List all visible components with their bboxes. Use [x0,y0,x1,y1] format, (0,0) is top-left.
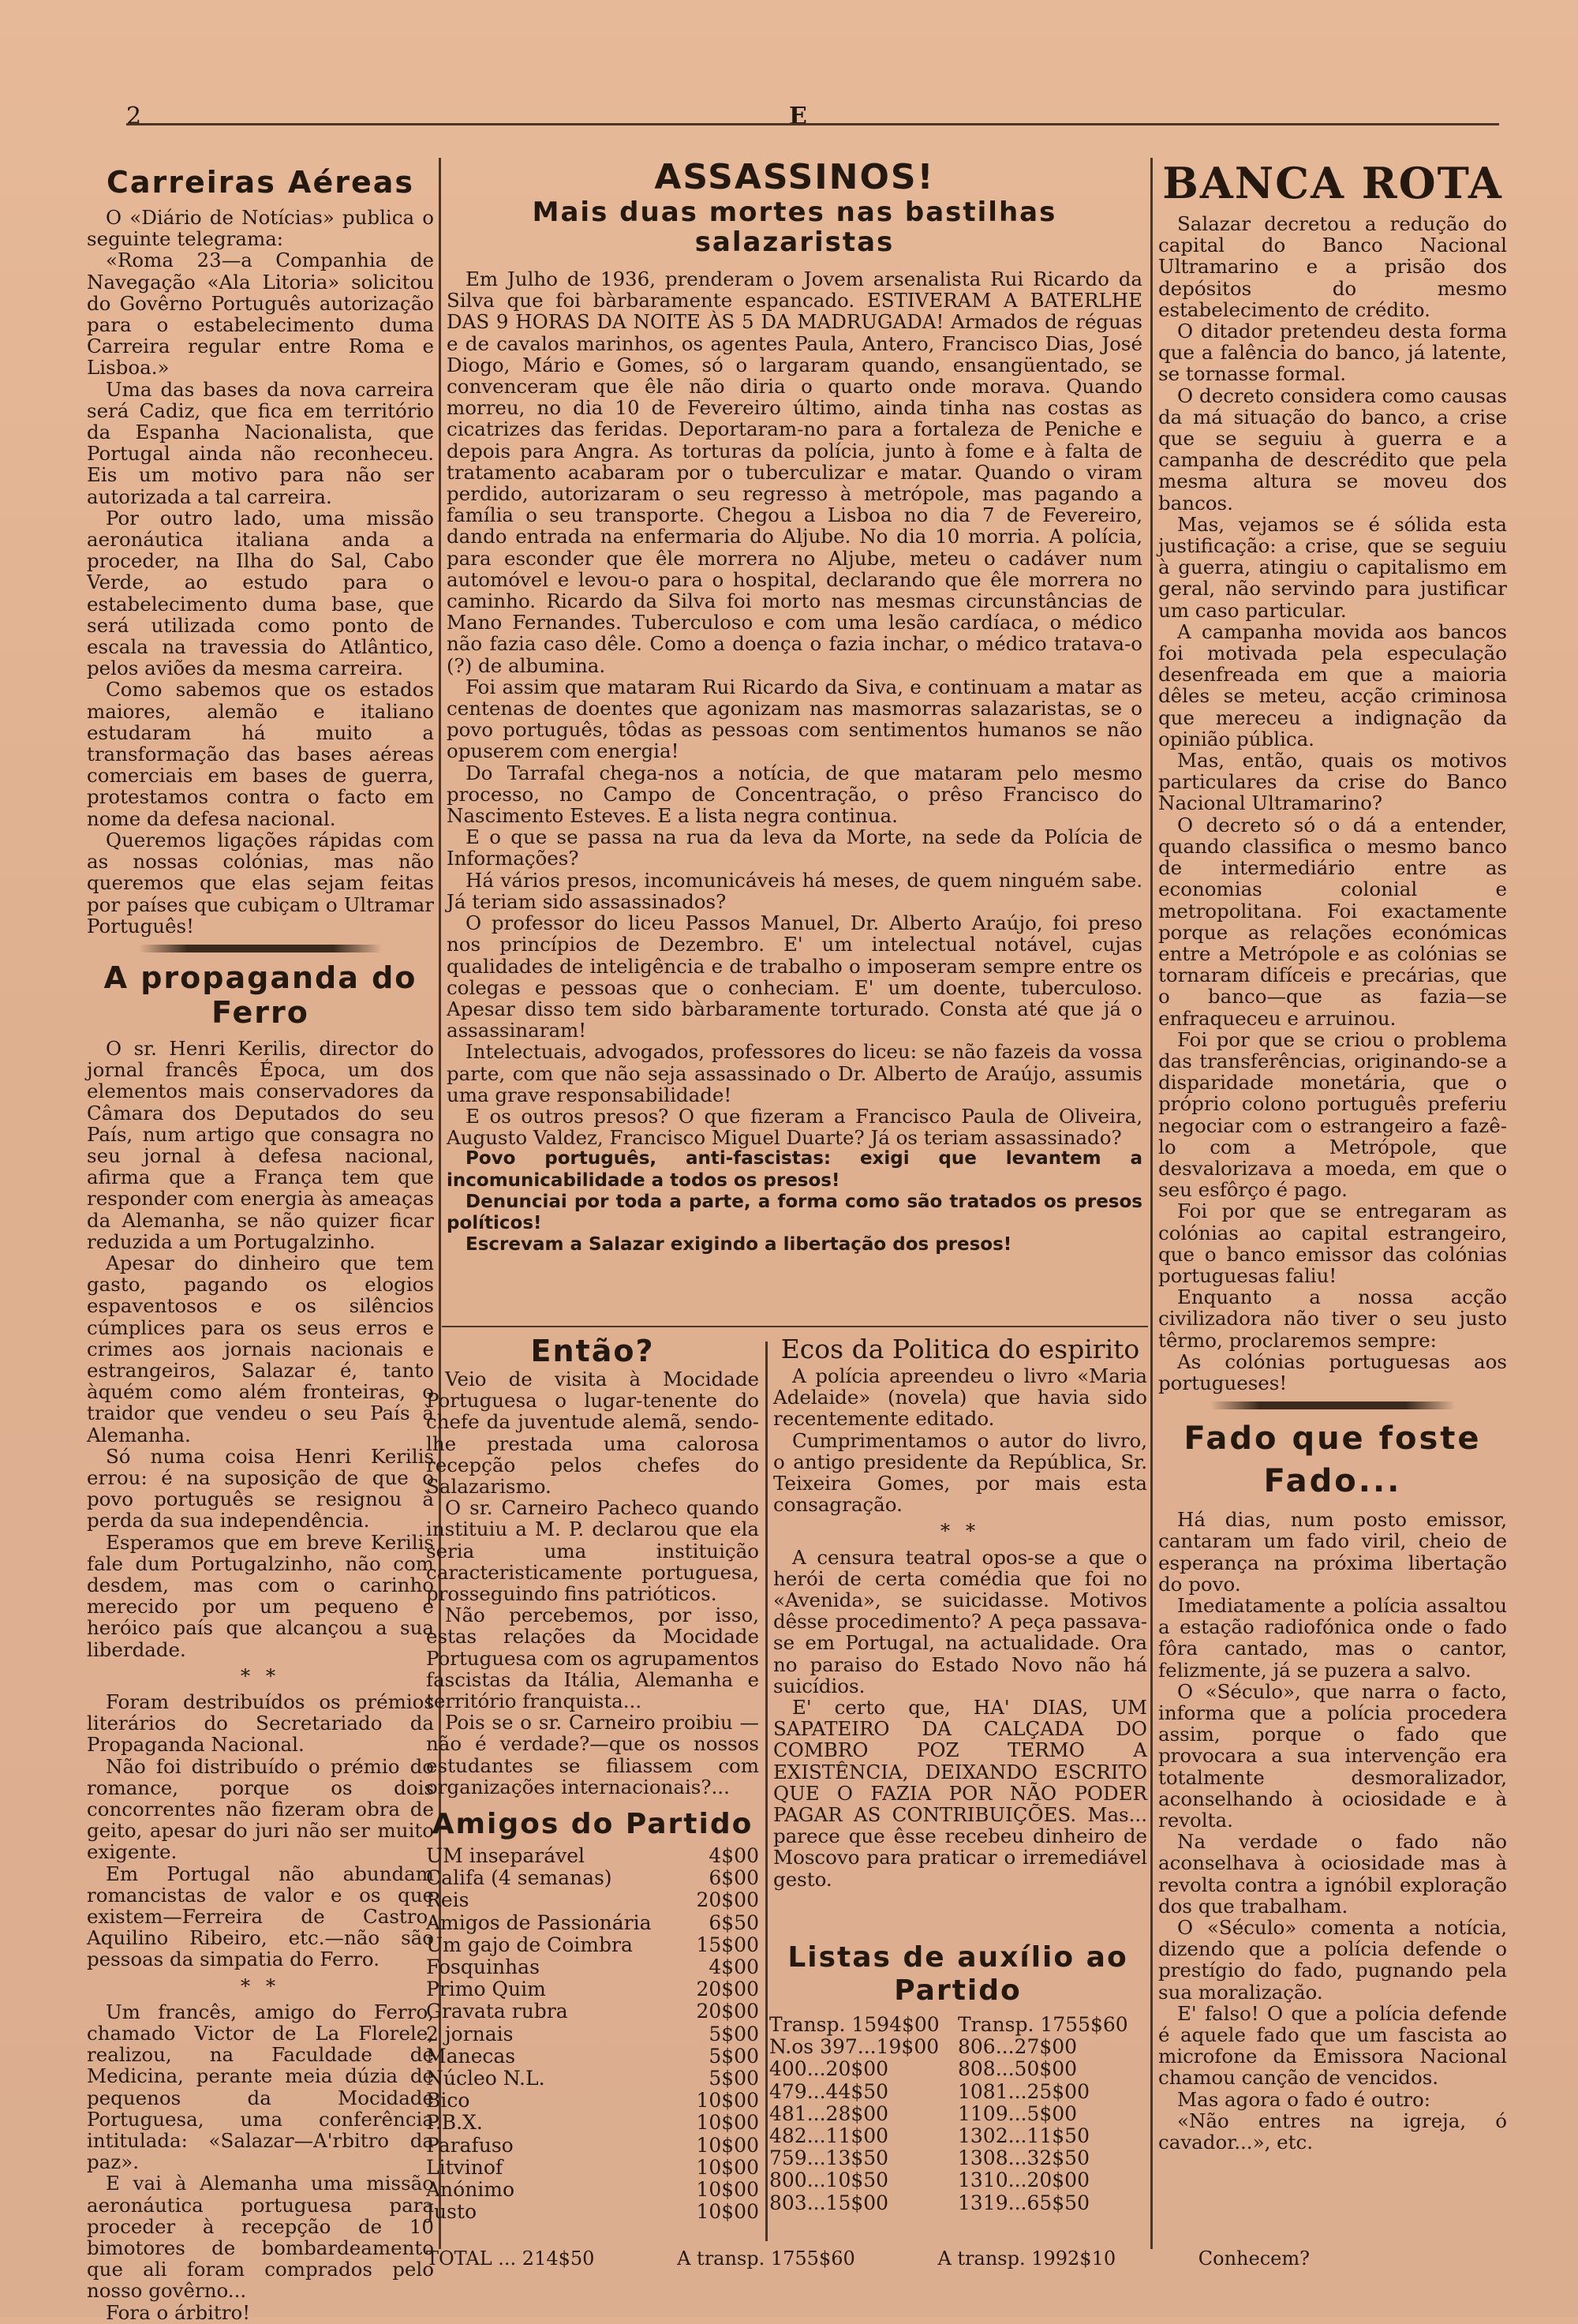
column-rule-center [765,1342,768,2241]
paragraph: E o que se passa na rua da leva da Morte, na sede da Polícia de Informações? [447,825,1142,870]
paragraph: E' certo que, HA' DIAS, UM SAPATEIRO DA CALÇADA DO COMBRO POZ TERMO A EXISTÊNCIA, DEIXANDO ESCRITO QUE O FAZIA POR NÃO PODER PAGAR AS CONTRIBUIÇÕES. Mas... parece que êsse recebeu dinheiro de Moscovo para praticar o irremediável gesto. [773,1696,1147,1891]
aux-entry-left: N.os 397...19$00 [769,2035,940,2059]
paragraph: A campanha movida aos bancos foi motivada pela especulação desenfreada em que a maioria dêles se meteu, acção criminosa que mereceu a indignação da opinião pública. [1158,619,1507,750]
contribution-name: Um gajo de Coimbra [426,1933,633,1956]
aux-entry-left: 479...44$50 [769,2079,889,2103]
contribution-amount: 20$00 [696,1978,759,2001]
paragraph: A polícia apreendeu o livro «Maria Adelaide» (novela) que havia sido recentemente editado. [773,1364,1147,1431]
section-stars: * * [940,1519,981,1543]
paragraph: Veio de visita à Mocidade Portuguesa o lugar-tenente do chefe da juventude alemã, sendo-lhe prestada uma calorosa recepção pelos chefes do Salazarismo. [426,1368,759,1499]
contribution-row [426,2112,759,2134]
contribution-amount: 10$00 [696,2111,759,2135]
contribution-amount: 10$00 [696,2178,759,2202]
aux-entry-right: 1308...32$50 [958,2146,1090,2170]
headline-propaganda-ferro: A propaganda do Ferro [103,960,417,1030]
aux-row [769,2081,1146,2103]
contribution-name: Parafuso [426,2133,514,2157]
contribution-row [426,2179,759,2201]
contribution-amount: 4$00 [709,1844,759,1867]
headline-ecos: Ecos da Politica do espirito [780,1334,1140,1364]
contribution-row [426,2068,759,2090]
paragraph: Pois se o sr. Carneiro proibiu —não é verdade?—que os nossos estudantes se filiassem com organizações internacionais?... [426,1711,759,1798]
contribution-row [426,1912,759,1934]
contribution-row [426,1889,759,1911]
headline-assassinos: ASSASSINOS! [654,157,935,197]
contribution-name: UM inseparável [426,1844,585,1867]
contribution-name: Litvinof [426,2155,503,2179]
aux-row [769,2058,1146,2080]
contribution-row [426,1978,759,2000]
paragraph: E' falso! O que a polícia defende é aquele fado que um fascista ao microfone da Emissora Nacional chamou canção de vencidos. [1158,2001,1507,2090]
paragraph: O decreto considera como causas da má situação do banco, a crise que se seguiu à guerra e a campanha de descrédito que pela mesma altura se moveu dos bancos. [1158,384,1507,515]
paragraph: Em Julho de 1936, prenderam o Jovem arsenalista Rui Ricardo da Silva que foi bàrbaramente espancado. ESTIVERAM A BATERLHE DAS 9 HORAS DA NOITE ÀS 5 DA MADRUGADA! Armados de réguas e de cavalos marinhos, os agentes Paula, Antero, Francisco Dias, José Diogo, Mário e Gomes, só o largaram quando, ensangüentado, se convenceram que êle não diria o quarto onde morava. Quando morreu, no dia 10 de Fevereiro último, ainda tinha nas costas as cicatrizes das feridas. Deportaram-no para a fortaleza de Peniche e depois para Angra. As torturas da polícia, junto à fome e à falta de tratamento acabaram por o tuberculizar e matar. Quando o viram perdido, autorizaram o seu regresso à metrópole, mas pagando a família o seu transporte. Chegou a Lisboa no dia 7 de Fevereiro, dando entrada na enfermaria do Aljube. No dia 10 morria. A polícia, para esconder que êle morrera no Aljube, meteu o cadáver num automóvel e levou-o para o hospital, declarando que êle morrera no caminho. Ricardo da Silva foi morto nas mesmas circunstâncias de Mano Fernandes. Tuberculoso e com uma lesão cardíaca, o médico não fazia caso dêle. Como a doença o fazia inchar, o médico tratava-o (?) de albumina. [447,268,1142,677]
aux-entry-right: 1319...65$50 [958,2191,1090,2214]
contribution-row [426,2157,759,2179]
headline-listas-auxilio: Listas de auxílio ao Partido [787,1941,1128,2007]
contribution-amount: 5$00 [709,2044,759,2068]
section-amigos-partido [426,1807,759,2223]
aux-entry-left: 481...28$00 [769,2101,889,2125]
paragraph: Cumprimentamos o autor do livro, o antigo presidente da República, Sr. Teixeira Gomes, por mais esta consagração. [773,1428,1147,1517]
contribution-amount: 20$00 [696,2000,759,2023]
contribution-name: Fosquinhas [426,1955,540,1979]
column-center [447,158,1142,1256]
page-header [126,103,1499,134]
paragraph: «Não entres na igreja, ó cavador...», etc. [1158,2109,1507,2154]
contribution-amount: 5$00 [709,2022,759,2045]
section-stars: * * [240,1663,281,1687]
contribution-name: 2 jornais [426,2022,514,2045]
header-mark: E [789,103,807,130]
aux-list [769,2036,1146,2214]
paragraph: Fora o árbitro! [106,2300,251,2324]
paragraph: O «Século» comenta a notícia, dizendo que a polícia defende o prestígio do fado, pugnando pela sua moralização. [1158,1916,1507,2004]
paragraph: O sr. Henri Kerilis, director do jornal francês Época, um dos elementos mais conservadores da Câmara dos Deputados do seu País, num artigo que consagra no seu jornal à defesa nacional, afirma que a França tem que responder com energia às ameaças da Alemanha, se não quizer ficar reduzida a um Portugalzinho. [87,1036,434,1253]
aux-row [769,2147,1146,2169]
paragraph: Não foi distribuído o prémio do romance, porque os dois concorrentes não fizeram obra de geito, apesar do juri não ser muito exigente. [87,1754,434,1864]
paragraph: Foi assim que mataram Rui Ricardo da Siva, e continuam a matar as centenas de doentes que agonizam nas masmorras salazaristas, se o povo português, tôdas as pessoas com sentimentos humanos se não opuserem com energia! [447,675,1142,763]
aux-header-row [769,2014,1146,2036]
headline-amigos-partido: Amigos do Partido [432,1808,753,1840]
column-right [1158,158,1507,2153]
contribution-row [426,1867,759,1889]
aux-row [769,2036,1146,2058]
aux-entry-right: 1109...5$00 [958,2101,1078,2125]
aux-entry-right: 1302...11$50 [958,2124,1090,2148]
contribution-row [426,2201,759,2223]
section-rule-center [442,1326,1148,1327]
aux-entry-left: 800...10$50 [769,2169,889,2192]
contribution-amount: 4$00 [709,1955,759,1979]
paragraph: Mas agora o fado é outro: [1177,2087,1431,2111]
contribution-name: Núcleo N.L. [426,2067,545,2090]
paragraph: O «Século», que narra o facto, informa que a polícia procedera assim, porque o fado que provocara a sua intervenção era totalmente desmoralizador, aconselhando à ociosidade e à revolta. [1158,1679,1507,1832]
contribution-name: Amigos de Passionária [426,1910,652,1934]
appeal-line: Escrevam a Salazar exigindo a libertação dos presos! [466,1234,1012,1256]
paragraph: Por outro lado, uma missão aeronáutica italiana anda a proceder, na Ilha do Sal, Cabo Verde, ao estudo para o estabelecimento duma base, que será utilizada como ponto de escala na travessia do Atlântico, pelos aviões da mesma carreira. [87,506,434,680]
contribution-name: Justo [426,2200,477,2224]
section-entao [426,1334,759,1798]
aux-entry-right: 1081...25$00 [958,2079,1090,2103]
headline-entao: Então? [530,1334,655,1368]
paragraph: E os outros presos? O que fizeram a Francisco Paula de Oliveira, Augusto Valdez, Francisco Miguel Duarte? Já os teriam assassinado? [447,1104,1142,1150]
contribution-name: Manecas [426,2044,516,2068]
aux-row [769,2169,1146,2191]
contribution-row [426,1956,759,1978]
paragraph: Foi por que se criou o problema das transferências, originando-se a disparidade monetária, que o próprio colono português preferiu negociar com o estrangeiro a fazê-lo com a Metrópole, que desvalorizava a moeda, em que o seu esfôrço é pago. [1158,1027,1507,1202]
paragraph: Mas, vejamos se é sólida esta justificação: a crise, que se seguiu à guerra, atingiu o capitalismo em geral, não servindo para justificar um caso particular. [1158,512,1507,622]
aux-foot-right: A transp. 1992$10 [937,2247,1116,2270]
appeal-line: Denunciai por toda a parte, a forma como são tratados os presos políticos! [447,1191,1142,1233]
paragraph: Há vários presos, incomunicáveis há meses, de quem ninguém sabe. Já teriam sido assassinados? [447,868,1142,913]
paragraph: O «Diário de Notícias» publica o seguinte telegrama: [87,206,434,251]
aux-row [769,2125,1146,2147]
contribution-row [426,2023,759,2045]
paragraph: Apesar do dinheiro que tem gasto, pagando os elogios espaventosos e os silêncios cúmplices para os seus erros e crimes aos jornais nacionais e estrangeiros, Salazar é, tanto àquém como além fronteiras, o traidor que vendeu o seu País à Alemanha. [87,1251,434,1446]
paragraph: O sr. Carneiro Pacheco quando instituiu a M. P. declarou que ela seria uma instituição caracteristicamente portuguesa, prosseguindo fins patrióticos. [426,1496,759,1606]
contribution-name: Anónimo [426,2178,515,2202]
contribution-row [426,2045,759,2068]
section-ecos [773,1334,1147,1890]
contribution-row [426,2000,759,2023]
header-rule [126,123,1499,125]
paragraph: O ditador pretendeu desta forma que a falência do banco, já latente, se tornasse formal. [1158,320,1507,386]
aux-foot-left: A transp. 1755$60 [677,2247,855,2270]
contribution-name: P.B.X. [426,2111,483,2135]
paragraph: As colónias portuguesas aos portugueses! [1158,1349,1507,1394]
contribution-name: Califa (4 semanas) [426,1866,612,1890]
column-rule-right [1150,158,1153,2249]
amigos-total: TOTAL ... 214$50 [426,2247,595,2270]
subheadline-bastilhas: Mais duas mortes nas bastilhas salazaristas [532,196,1057,258]
aux-entry-right: 1310...20$00 [958,2169,1090,2192]
headline-banca-rota: BANCA ROTA [1162,158,1503,208]
paragraph: Foi por que se entregaram as colónias ao capital estrangeiro, que o banco emissor das colónias portuguesas faliu! [1158,1199,1507,1287]
paragraph: Só numa coisa Henri Kerilis errou: é na suposição de que o povo português se resignou à perda da sua independência. [87,1444,434,1532]
paragraph: Do Tarrafal chega-nos a notícia, de que mataram pelo mesmo processo, no Campo de Concentração, o prêso Francisco do Nascimento Esteves. E a lista negra continua. [447,761,1142,828]
contribution-row [426,1845,759,1867]
footer-line [426,2247,1310,2270]
paragraph: Enquanto a nossa acção civilizadora não tiver o seu justo têrmo, proclaremos sempre: [1158,1285,1507,1352]
page-number: 2 [126,103,142,130]
paragraph: O professor do liceu Passos Manuel, Dr. Alberto Araújo, foi preso nos princípios de Dezembro. E' um intelectual notável, cujas qualidades de inteligência e de trabalho o imposeram sempre entre os colegas e pessoas que o conheciam. E' um doente, tuberculoso. Apesar disso tem sido bàrbaramente torturado. Consta até que já o assassinaram! [447,911,1142,1042]
contribution-amount: 15$00 [696,1933,759,1956]
aux-transp-left: Transp. 1594$00 [769,2013,940,2036]
contribution-amount: 10$00 [696,2089,759,2113]
contributions-list [426,1845,759,2223]
aux-entry-right: 808...50$00 [958,2057,1078,2081]
column-left [87,164,434,2323]
paragraph: Um francês, amigo do Ferro, chamado Victor de La Florele, realizou, na Faculdade de Medicina, perante meia dúzia de pequenos da Mocidade Portuguesa, uma conferência intitulada: «Salazar—A'rbitro da paz». [87,2000,434,2174]
contribution-amount: 10$00 [696,2155,759,2179]
paragraph: O decreto só o dá a entender, quando classifica o mesmo banco de intermediário entre as economias colonial e metropolitana. Foi exactamente porque as relações económicas entre a Metrópole e as colónias se tornaram difíceis e precárias, que o banco—que as fazia—se enfraqueceu e arruinou. [1158,813,1507,1030]
contribution-amount: 20$00 [696,1888,759,1912]
section-stars: * * [240,1974,281,1997]
aux-entry-left: 803...15$00 [769,2191,889,2214]
paragraph: Uma das bases da nova carreira será Cadiz, que fica em território da Espanha Nacionalista, que Portugal ainda não reconheceu. Eis um motivo para não ser autorizada a tal carreira. [87,377,434,508]
section-listas-auxilio [769,1941,1146,2214]
aux-entry-left: 482...11$00 [769,2124,889,2148]
aux-row [769,2103,1146,2125]
headline-carreiras-aereas: Carreiras Aéreas [107,165,414,200]
aux-row [769,2192,1146,2214]
paragraph: Há dias, num posto emissor, cantaram um fado viril, cheio de esperança na próxima libertação do povo. [1158,1508,1507,1596]
contribution-amount: 5$00 [709,2067,759,2090]
appeal-line: Povo português, anti-fascistas: exigi que levantem a incomunicabilidade a todos os presos! [447,1148,1142,1191]
headline-fado: Fado que foste Fado... [1184,1420,1482,1500]
contribution-amount: 10$00 [696,2200,759,2224]
ornament-rule [1210,1402,1454,1409]
paragraph: Imediatamente a polícia assaltou a estação radiofónica onde o fado fôra cantado, mas o cantor, felizmente, já se puzera a salvo. [1158,1593,1507,1682]
contribution-amount: 10$00 [696,2133,759,2157]
ornament-rule [139,945,382,952]
paragraph: Não percebemos, por isso, estas relações da Mocidade Portuguesa com os agrupamentos fascistas da Itália, Alemanha e território franquista... [426,1604,759,1713]
contribution-row [426,1934,759,1956]
paragraph: Mas, então, quais os motivos particulares da crise do Banco Nacional Ultramarino? [1158,749,1507,815]
paragraph: Foram destribuídos os prémios literários do Secretariado da Propaganda Nacional. [87,1690,434,1757]
contribution-row [426,2090,759,2112]
contribution-row [426,2135,759,2157]
footer-conhecem: Conhecem? [1198,2247,1310,2270]
aux-entry-right: 806...27$00 [958,2035,1078,2059]
contribution-amount: 6$00 [709,1866,759,1890]
paragraph: E vai à Alemanha uma missão aeronáutica portuguesa para proceder à recepção de 10 bimotores de bombardeamento que ali foram comprados pelo nosso govêrno... [87,2172,434,2303]
contribution-amount: 6$50 [709,1910,759,1934]
contribution-name: Reis [426,1888,469,1912]
paragraph: Esperamos que em breve Kerilis fale dum Portugalzinho, não com desdem, mas com o carinho merecido por um pequeno e heróico país que alcançou a sua liberdade. [87,1530,434,1661]
contribution-name: Bico [426,2089,470,2113]
aux-transp-right: Transp. 1755$60 [958,2013,1128,2036]
aux-entry-left: 400...20$00 [769,2057,889,2081]
paragraph: Na verdade o fado não aconselhava à ociosidade mas à revolta contra a ignóbil exploração dos que trabalham. [1158,1830,1507,1918]
aux-entry-left: 759...13$50 [769,2146,889,2170]
paragraph: Em Portugal não abundam romancistas de valor e os que existem—Ferreira de Castro, Aquilino Ribeiro, etc.—não são pessoas da simpatia do Ferro. [87,1862,434,1971]
paragraph: Intelectuais, advogados, professores do liceu: se não fazeis da vossa parte, com que não seja assassinado o Dr. Alberto de Araújo, assumis uma grave responsabilidade! [447,1040,1142,1106]
contribution-name: Primo Quim [426,1978,546,2001]
contribution-name: Gravata rubra [426,2000,568,2023]
paragraph: A censura teatral opos-se a que o herói de certa comédia que foi no «Avenida», se suicidasse. Motivos dêsse procedimento? A peça passava-se em Portugal, na actualidade. Ora no paraiso do Estado Novo não há suicídios. [773,1545,1147,1697]
paragraph: «Roma 23—a Companhia de Navegação «Ala Litoria» solicitou do Govêrno Português autorização para o estabelecimento duma Carreira regular entre Roma e Lisboa.» [87,249,434,380]
paragraph: Salazar decretou a redução do capital do Banco Nacional Ultramarino e a prisão dos depósitos do mesmo estabelecimento de crédito. [1158,212,1507,321]
paragraph: Queremos ligações rápidas com as nossas colónias, mas não queremos que elas sejam feitas por países que cubiçam o Ultramar Português! [87,828,434,937]
paragraph: Como sabemos que os estados maiores, alemão e italiano estudaram há muito a transformação das bases aéreas comerciais em bases de guerra, protestamos contra o facto em nome da defesa nacional. [87,678,434,830]
